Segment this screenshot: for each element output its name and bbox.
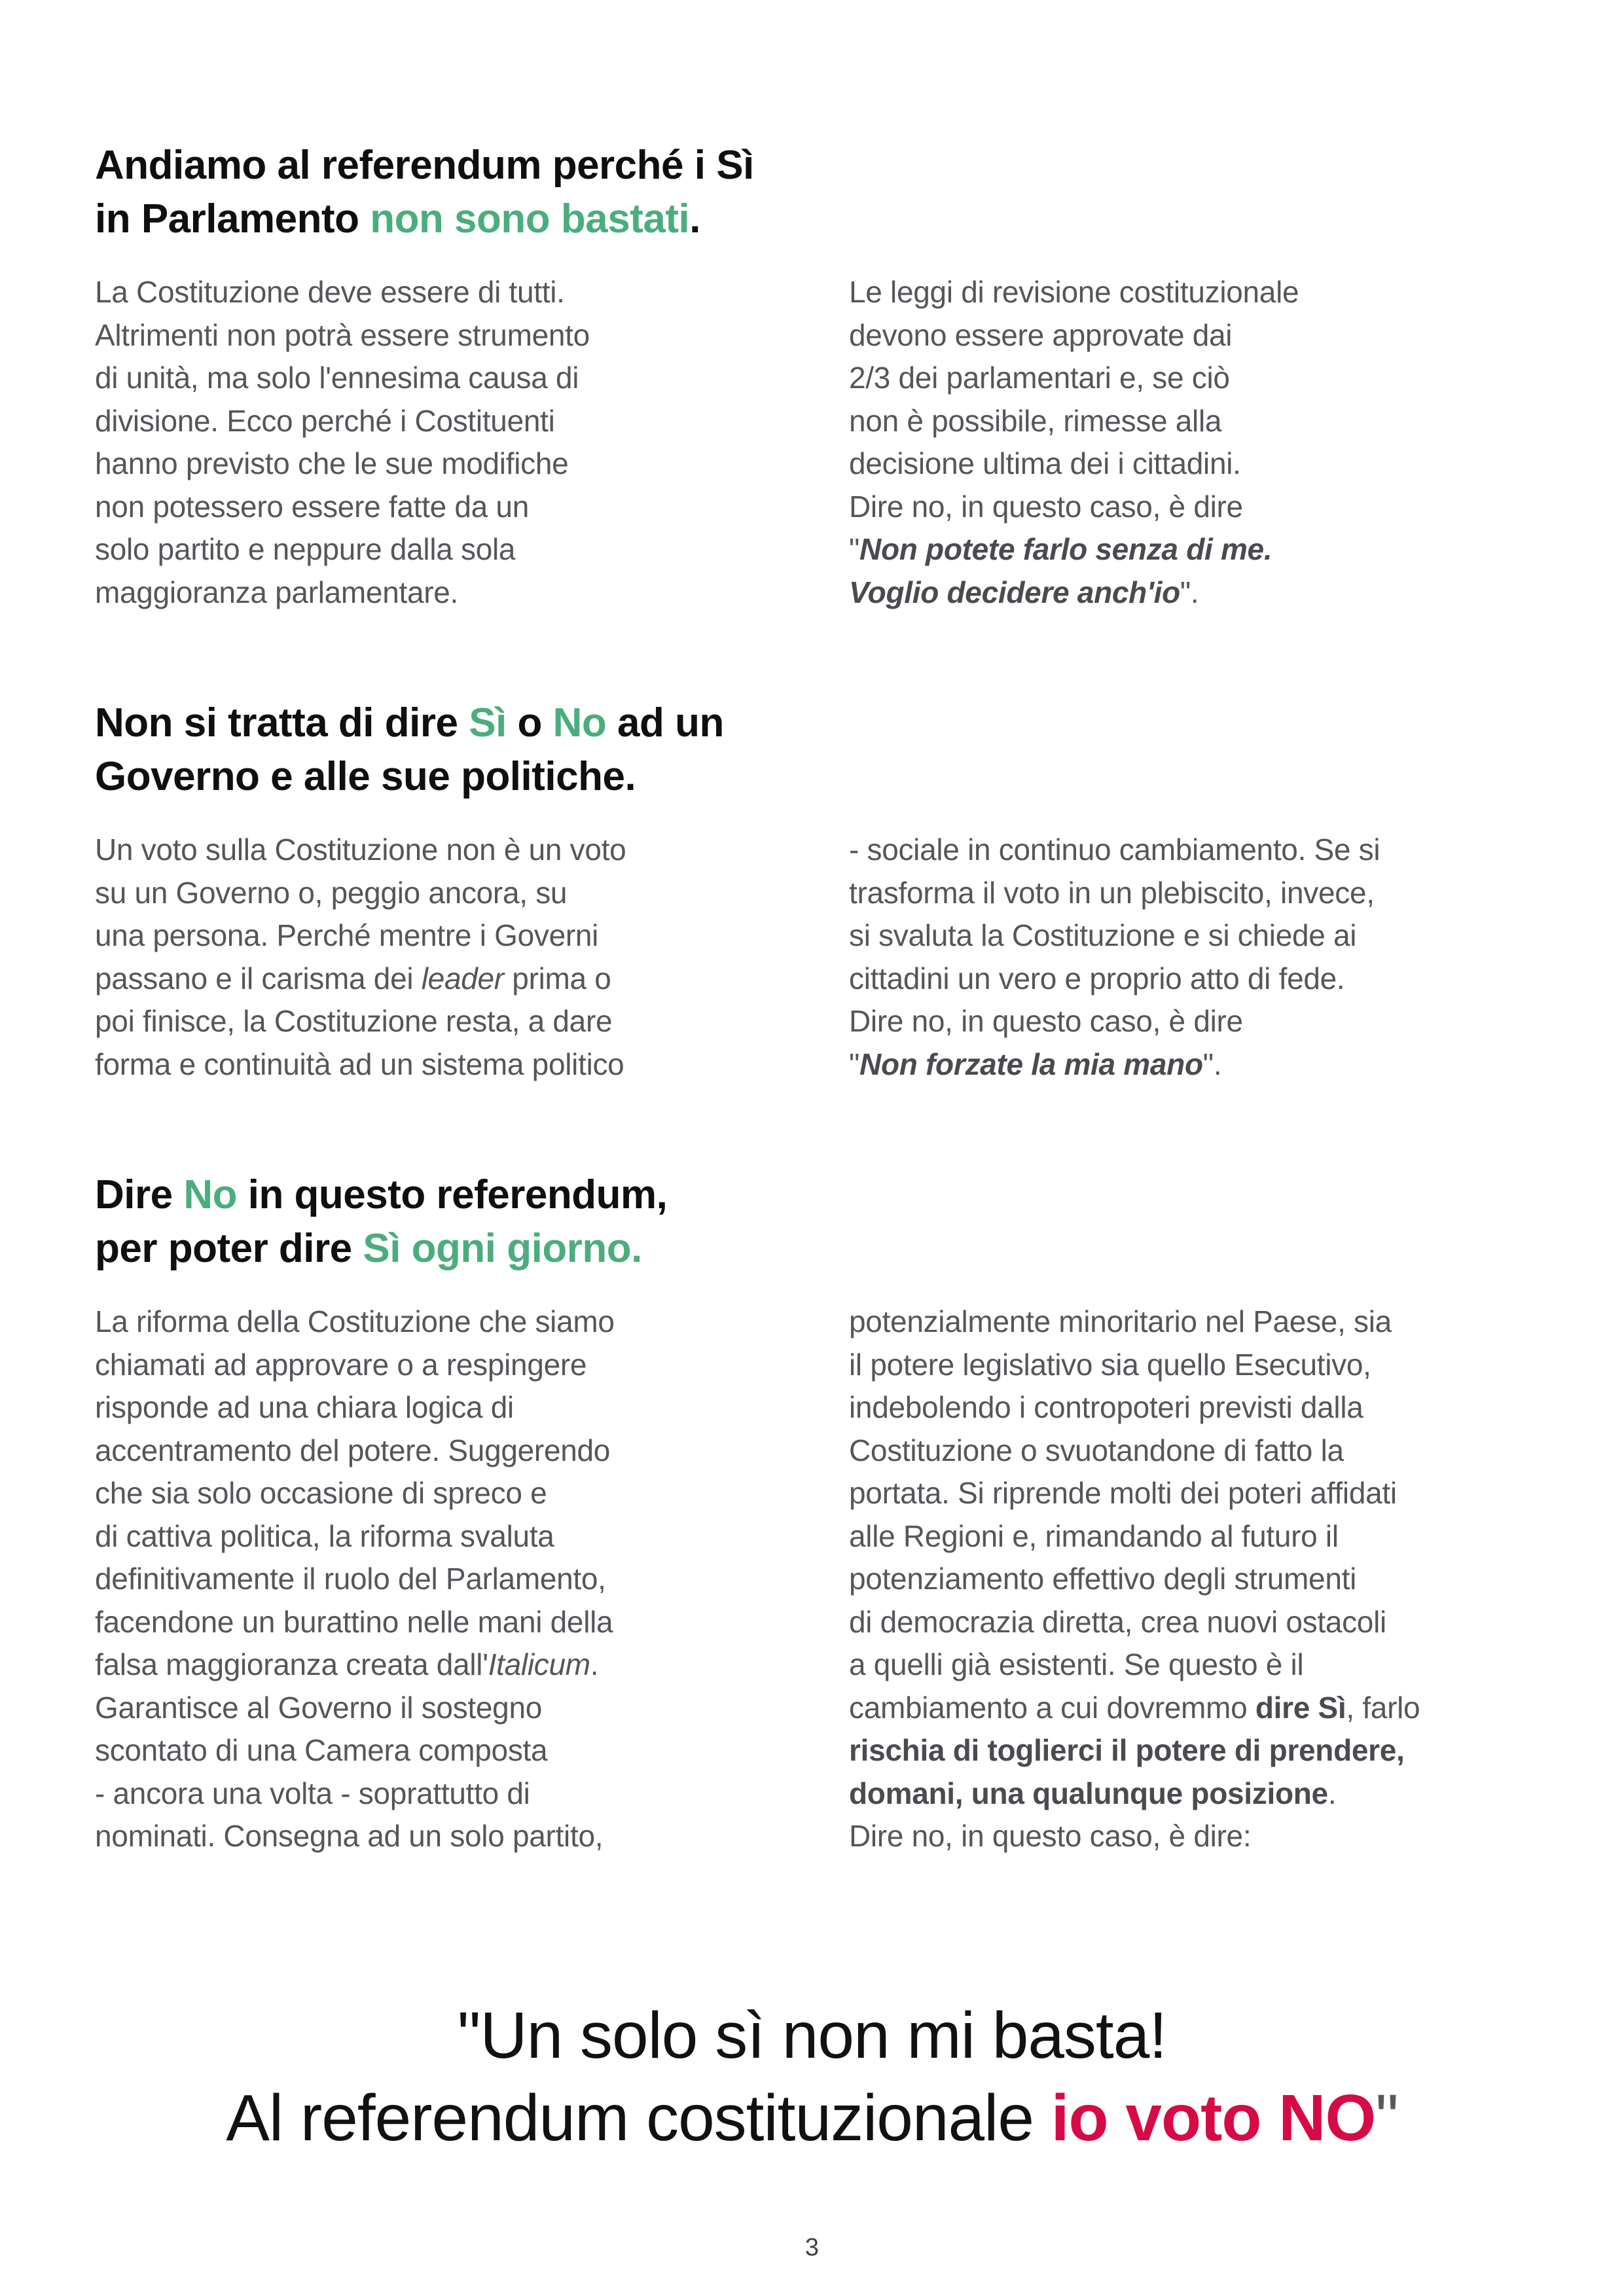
two-column-body bbox=[95, 1300, 1532, 1858]
two-column-body bbox=[95, 271, 1532, 614]
left-column-text: Un voto sulla Costituzione non è un voto su un Governo o, peggio ancora, su una persona. Perché mentre i Governi passano e il carisma dei leader prima o poi finisce, la Costituzione resta, a dare forma e continuità ad un sistema politico bbox=[95, 833, 626, 1081]
left-column-text: La Costituzione deve essere di tutti. Altrimenti non potrà essere strumento di unità, ma solo l'ennesima causa di divisione. Ecco perché i Costituenti hanno previsto che le sue modifiche non potessero essere fatte da un solo partito e neppure dalla sola maggioranza parlamentare. bbox=[95, 275, 590, 609]
right-column-text: potenzialmente minoritario nel Paese, sia il potere legislativo sia quello Esecutivo, indebolendo i contropoteri previsti dalla Costituzione o svuotandone di fatto la portata. Si riprende molti dei poteri affidati alle Regioni e, rimandando al futuro il potenziamento effettivo degli strumenti di democrazia diretta, crea nuovi ostacoli a quelli già esistenti. Se questo è il cambiamento a cui dovremmo dire Sì, farlo rischia di toglierci il potere di prendere, domani, una qualunque posizione. Dire no, in questo caso, è dire: bbox=[849, 1304, 1420, 1853]
right-column-text: - sociale in continuo cambiamento. Se si trasforma il voto in un plebiscito, invece, si svaluta la Costituzione e si chiede ai cittadini un vero e proprio atto di fede. Dire no, in questo caso, è dire "Non forzate la mia mano". bbox=[849, 833, 1380, 1081]
two-column-body bbox=[95, 829, 1532, 1086]
section-perche-si-non-bastati bbox=[95, 139, 1532, 614]
closing-quote: "Un solo sì non mi basta! Al referendum costituzionale io voto NO" bbox=[226, 1998, 1398, 2155]
page-number: 3 bbox=[804, 2234, 820, 2261]
section-heading: Non si tratta di dire Sì o No ad un Governo e alle sue politiche. bbox=[95, 700, 724, 799]
left-column-text: La riforma della Costituzione che siamo chiamati ad approvare o a respingere risponde ad una chiara logica di accentramento del potere. Suggerendo che sia solo occasione di spreco e di cattiva politica, la riforma svaluta definitivamente il ruolo del Parlamento, facendone un burattino nelle mani della falsa maggioranza creata dall'Italicum. Garantisce al Governo il sostegno scontato di una Camera composta - ancora una volta - soprattutto di nominati. Consegna ad un solo partito, bbox=[95, 1304, 615, 1853]
right-column-text: Le leggi di revisione costituzionale devono essere approvate dai 2/3 dei parlamentari e, se ciò non è possibile, rimesse alla decisione ultima dei i cittadini. Dire no, in questo caso, è dire "Non potete farlo senza di me. Voglio decidere anch'io". bbox=[849, 275, 1299, 609]
section-heading: Andiamo al referendum perché i Sì in Parlamento non sono bastati. bbox=[95, 143, 754, 242]
section-heading: Dire No in questo referendum, per poter dire Sì ogni giorno. bbox=[95, 1172, 668, 1271]
section-dire-no-per-dire-si bbox=[95, 1168, 1532, 1858]
section-non-si-tratta bbox=[95, 696, 1532, 1086]
